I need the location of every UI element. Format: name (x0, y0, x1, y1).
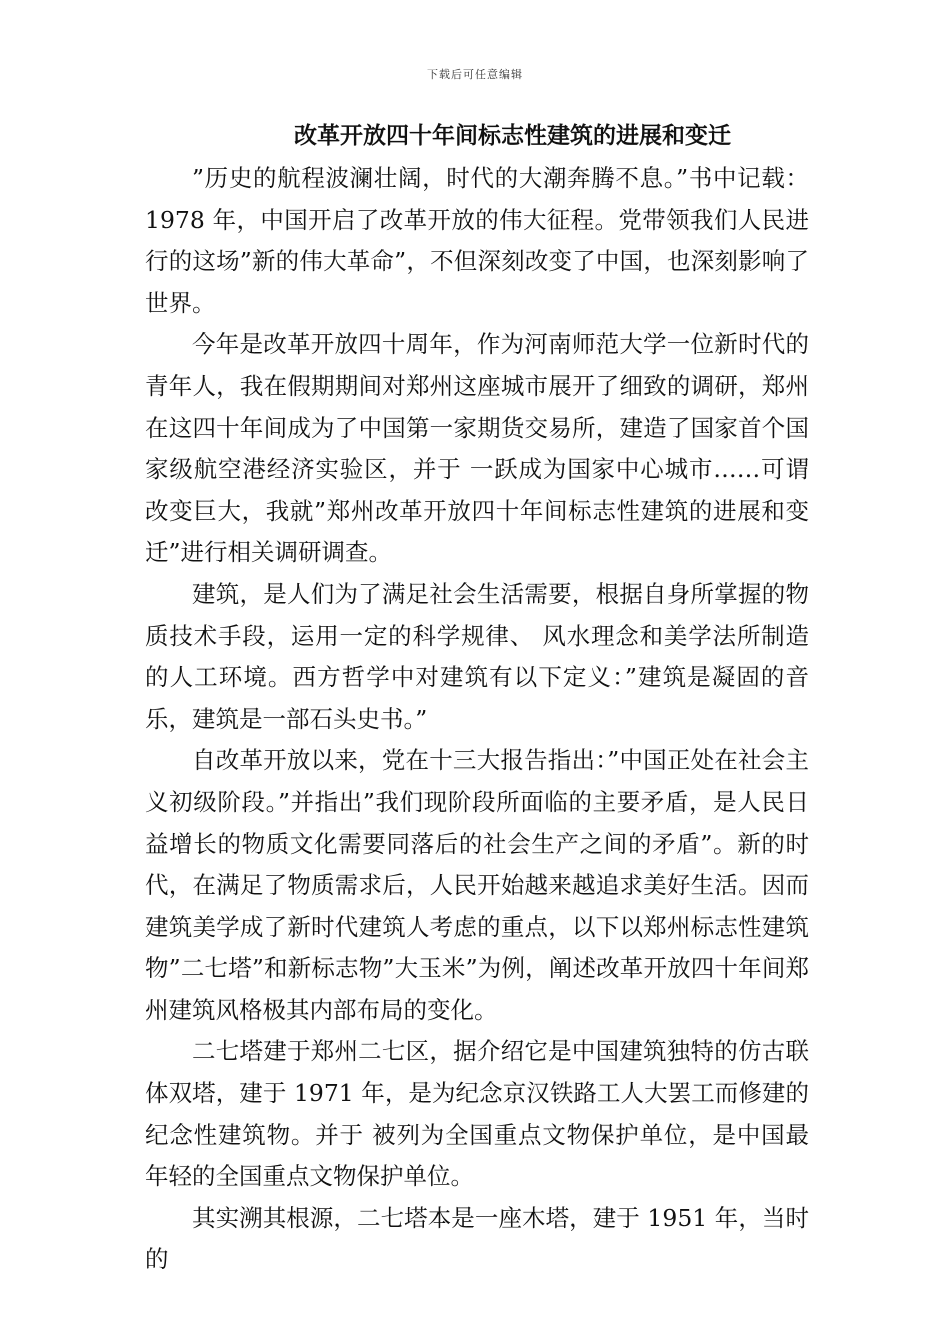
paragraph-3: 建筑，是人们为了满足社会生活需要，根据自身所掌握的物质技术手段，运用一定的科学规律、 风水理念和美学法所制造的人工环境。西方哲学中对建筑有以下定义：”建筑是凝固的音乐，建筑是一部石头史书。” (145, 579, 809, 733)
paragraph-2: 今年是改革开放四十周年，作为河南师范大学一位新时代的青年人，我在假期期间对郑州这座城市展开了细致的调研，郑州在这四十年间成为了中国第一家期货交易所，建造了国家首个国家级航空港经济实验区，并于 一跃成为国家中心城市……可谓改变巨大，我就”郑州改革开放四十年间标志性建筑的进展和变迁”进行相关调研调查。 (145, 330, 809, 567)
document-body (145, 158, 809, 1281)
paragraph-6: 其实溯其根源，二七塔本是一座木塔，建于 1951 年，当时的 (145, 1203, 809, 1274)
paragraph-4: 自改革开放以来，党在十三大报告指出：”中国正处在社会主义初级阶段。”并指出”我们现阶段所面临的主要矛盾，是人民日益增长的物质文化需要同落后的社会生产之间的矛盾”。新的时代，在满足了物质需求后，人民开始越来越追求美好生活。因而建筑美学成了新时代建筑人考虑的重点，以下以郑州标志性建筑物”二七塔”和新标志物”大玉米”为例，阐述改革开放四十年间郑州建筑风格极其内部布局的变化。 (145, 746, 809, 1024)
page-header: 下载后可任意编辑 (427, 68, 523, 81)
paragraph-5: 二七塔建于郑州二七区，据介绍它是中国建筑独特的仿古联体双塔，建于 1971 年，是为纪念京汉铁路工人大罢工而修建的纪念性建筑物。并于 被列为全国重点文物保护单位，是中国最年轻的全国重点文物保护单位。 (145, 1037, 809, 1191)
paragraph-1: ”历史的航程波澜壮阔，时代的大潮奔腾不息。”书中记载：1978 年，中国开启了改革开放的伟大征程。党带领我们人民进行的这场”新的伟大革命”，不但深刻改变了中国，也深刻影响了世界。 (145, 164, 809, 317)
document-title: 改革开放四十年间标志性建筑的进展和变迁 (294, 123, 731, 149)
